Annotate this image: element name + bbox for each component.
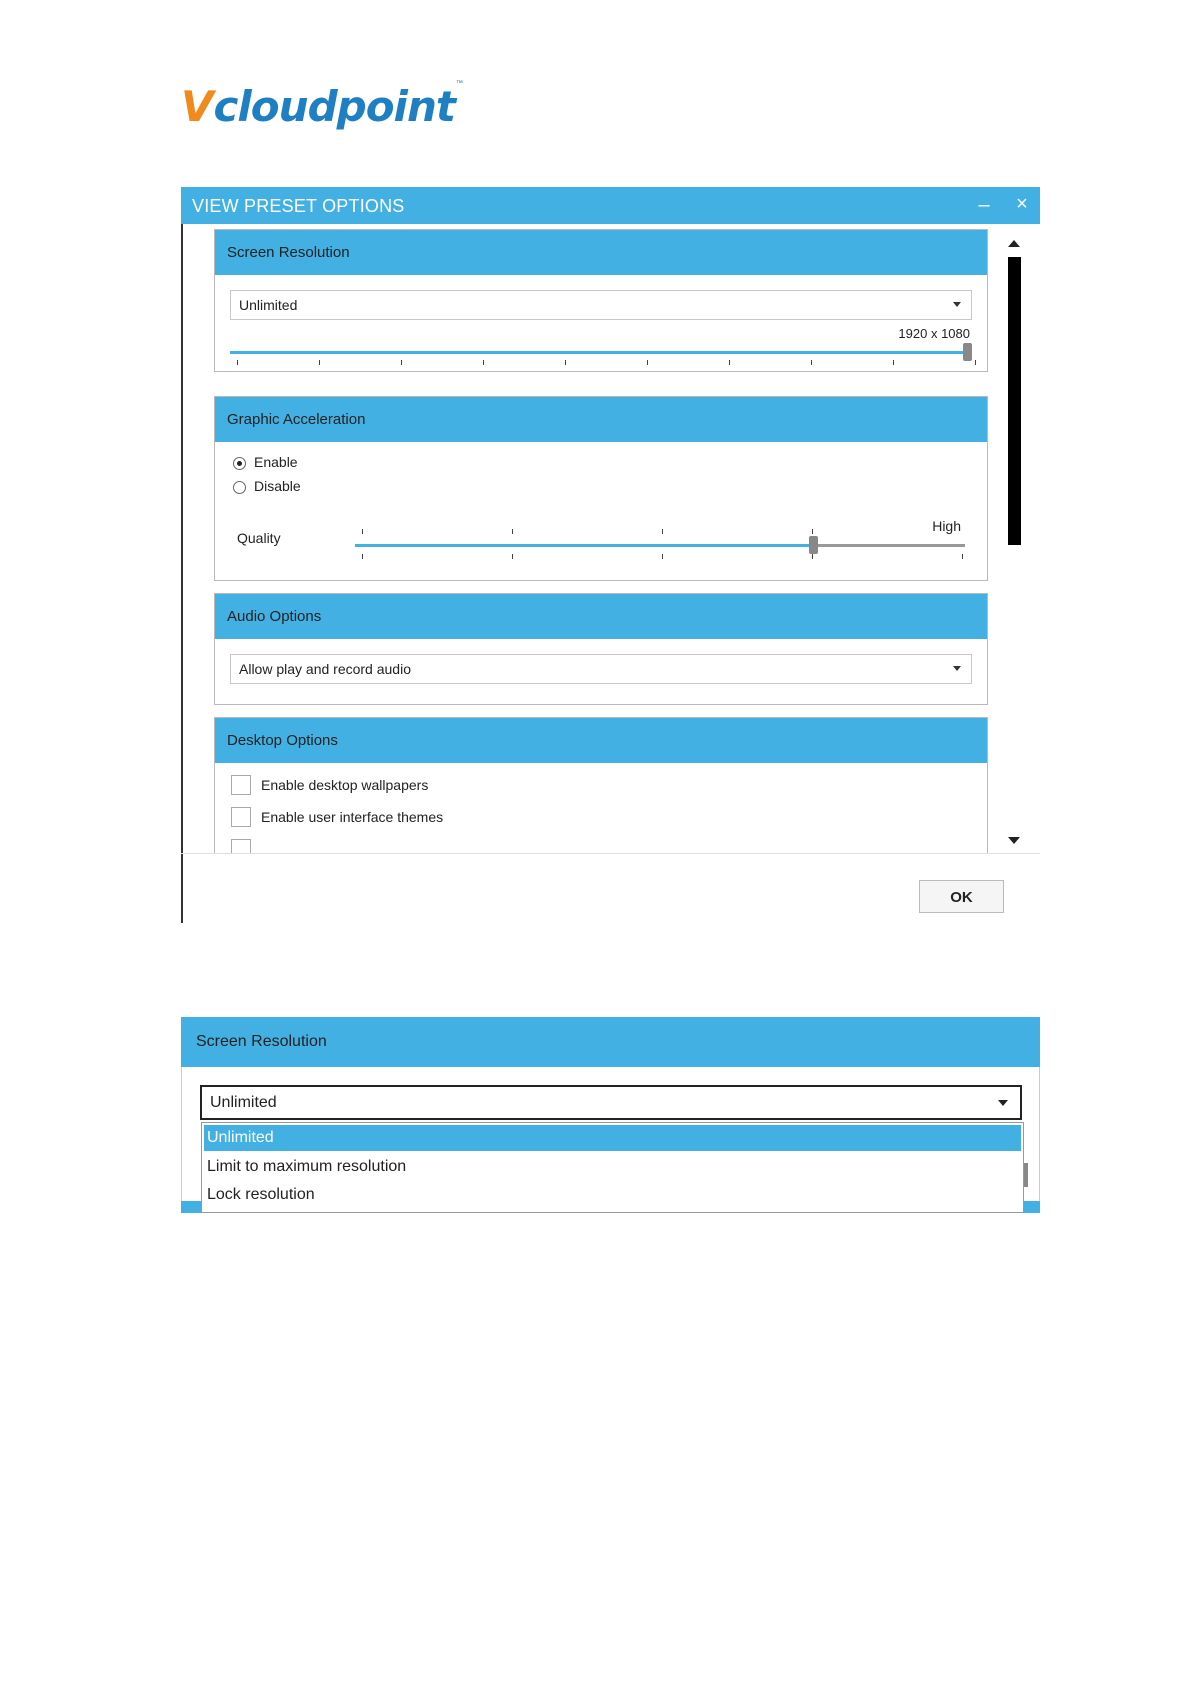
graphic-acceleration-header: Graphic Acceleration — [215, 397, 987, 442]
audio-options-header: Audio Options — [215, 594, 987, 639]
vertical-scrollbar[interactable] — [1008, 240, 1024, 850]
logo-wordmark: cloudpoint — [213, 82, 455, 131]
footer-divider — [181, 853, 1040, 854]
logo-v-mark: V — [181, 82, 214, 131]
wallpapers-label: Enable desktop wallpapers — [261, 777, 429, 793]
panel2-resolution-select[interactable] — [200, 1085, 1022, 1120]
resolution-mode-select[interactable] — [230, 290, 972, 320]
scrollbar-thumb[interactable] — [1008, 257, 1021, 545]
slider-tick — [362, 554, 363, 559]
screen-resolution-header: Screen Resolution — [215, 230, 987, 275]
logo-trademark: ™ — [455, 80, 463, 87]
audio-mode-select[interactable] — [230, 654, 972, 684]
quality-slider-track-filled[interactable] — [355, 544, 813, 547]
ok-button[interactable]: OK — [919, 880, 1004, 913]
slider-tick — [565, 360, 566, 365]
quality-label: Quality — [237, 530, 281, 546]
quality-slider-thumb[interactable] — [809, 536, 818, 554]
audio-options-section — [214, 593, 988, 705]
minimize-button[interactable]: – — [978, 194, 990, 216]
vcloudpoint-logo — [181, 80, 463, 131]
option-unlimited[interactable]: Unlimited — [204, 1125, 1021, 1151]
resolution-slider-thumb[interactable] — [963, 343, 972, 361]
panel2-selected-value: Unlimited — [210, 1094, 277, 1111]
scroll-up-icon[interactable] — [1008, 240, 1020, 247]
wallpapers-checkbox[interactable] — [231, 775, 251, 795]
slider-tick — [237, 360, 238, 365]
resolution-dropdown-list — [201, 1122, 1024, 1213]
desktop-options-header: Desktop Options — [215, 718, 987, 763]
themes-checkbox[interactable] — [231, 807, 251, 827]
slider-tick — [662, 554, 663, 559]
slider-tick — [962, 554, 963, 559]
slider-tick — [812, 529, 813, 534]
screen-resolution-section — [214, 229, 988, 372]
disable-radio-label: Disable — [254, 478, 301, 494]
slider-tick — [975, 360, 976, 365]
dropdown-scroll-edge — [1024, 1163, 1028, 1187]
dialog-titlebar[interactable] — [181, 187, 1040, 224]
slider-tick — [319, 360, 320, 365]
view-preset-options-dialog — [181, 187, 1040, 923]
slider-tick — [662, 529, 663, 534]
slider-tick — [647, 360, 648, 365]
resolution-slider-track[interactable] — [230, 351, 972, 354]
chevron-down-icon — [998, 1100, 1008, 1106]
panel2-header: Screen Resolution — [181, 1017, 1040, 1067]
enable-radio-label: Enable — [254, 454, 298, 470]
enable-radio[interactable] — [233, 457, 246, 470]
slider-tick — [401, 360, 402, 365]
audio-mode-value: Allow play and record audio — [239, 661, 411, 677]
slider-tick — [362, 529, 363, 534]
screen-resolution-dropdown-panel — [181, 1017, 1040, 1213]
resolution-value-label: 1920 x 1080 — [898, 326, 970, 341]
scroll-down-icon[interactable] — [1008, 837, 1020, 844]
slider-tick — [811, 360, 812, 365]
desktop-options-section — [214, 717, 988, 853]
resolution-mode-value: Unlimited — [239, 297, 298, 313]
option-limit-max-resolution[interactable]: Limit to maximum resolution — [207, 1158, 407, 1175]
slider-tick — [512, 554, 513, 559]
desktop-option-checkbox[interactable] — [231, 839, 251, 853]
disable-radio[interactable] — [233, 481, 246, 494]
slider-tick — [893, 360, 894, 365]
slider-tick — [729, 360, 730, 365]
quality-high-label: High — [932, 518, 961, 534]
themes-label: Enable user interface themes — [261, 809, 444, 825]
option-lock-resolution[interactable]: Lock resolution — [207, 1186, 315, 1203]
slider-tick — [483, 360, 484, 365]
slider-tick — [512, 529, 513, 534]
dialog-content-scroll[interactable] — [181, 224, 1040, 853]
slider-tick — [812, 554, 813, 559]
graphic-acceleration-section — [214, 396, 988, 581]
dialog-title: VIEW PRESET OPTIONS — [192, 196, 405, 216]
close-button[interactable]: × — [1016, 193, 1028, 215]
chevron-down-icon — [953, 302, 961, 307]
chevron-down-icon — [953, 666, 961, 671]
